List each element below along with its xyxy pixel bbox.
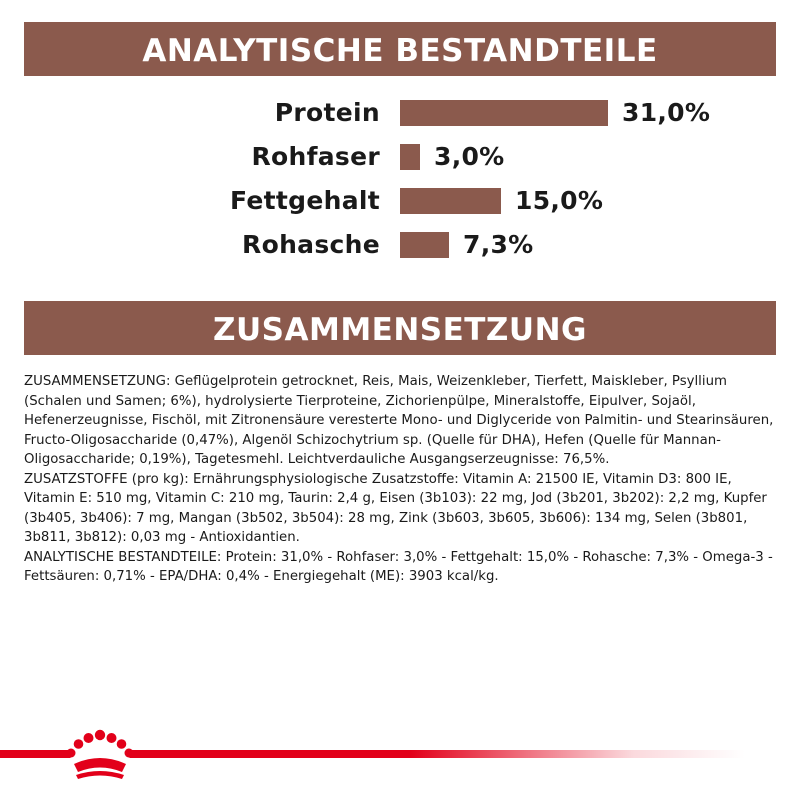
nutrient-bar-chart: [0, 93, 800, 283]
nutrient-bar: [400, 100, 608, 126]
nutrient-row: [0, 93, 800, 133]
composition-banner: ZUSAMMENSETZUNG: [24, 301, 776, 355]
additives-paragraph: ZUSATZSTOFFE (pro kg): Ernährungsphysiologische Zusatzstoffe: Vitamin A: 21500 IE, Vitamin D3: 800 IE, Vitamin E: 510 mg, Vitamin C: 210 mg, Taurin: 2,4 g, Eisen (3b103): 22 mg, Jod (3b201, 3b202): 2,2 mg, Kupfer (3b405, 3b406): 7 mg, Mangan (3b502, 3b504): 28 mg, Zink (3b603, 3b605, 3b606): 134 mg, Selen (3b801, 3b811, 3b812): 0,03 mg - Antioxidantien.: [24, 471, 767, 545]
nutrient-value-label: 3,0%: [434, 142, 505, 171]
royal-canin-crown-icon: [52, 722, 148, 782]
nutrient-label: Rohfaser: [251, 142, 380, 171]
nutrient-row: [0, 225, 800, 265]
nutrient-row: [0, 181, 800, 221]
analytic-constituents-paragraph: ANALYTISCHE BESTANDTEILE: Protein: 31,0% - Rohfaser: 3,0% - Fettgehalt: 15,0% - Rohasche: 7,3% - Omega-3 -Fettsäuren: 0,71% - EPA/DHA: 0,4% - Energiegehalt (ME): 3903 kcal/kg.: [24, 549, 773, 584]
nutrient-label: Protein: [274, 98, 380, 127]
nutrient-bar: [400, 144, 420, 170]
nutrient-value-label: 15,0%: [515, 186, 604, 215]
nutrient-row: [0, 137, 800, 177]
nutrient-bar: [400, 232, 449, 258]
composition-text-block: [24, 372, 776, 587]
nutrient-bar: [400, 188, 501, 214]
analytic-constituents-banner: ANALYTISCHE BESTANDTEILE: [24, 22, 776, 76]
nutrient-value-label: 7,3%: [463, 230, 534, 259]
nutrient-label: Rohasche: [242, 230, 380, 259]
nutrient-label: Fettgehalt: [230, 186, 380, 215]
nutrient-value-label: 31,0%: [622, 98, 711, 127]
composition-paragraph: ZUSAMMENSETZUNG: Geflügelprotein getrocknet, Reis, Mais, Weizenkleber, Tierfett, Maiskleber, Psyllium (Schalen und Samen; 6%), hydrolysierte Tierproteine, Zichorienpülpe, Mineralstoffe, Eipulver, Sojaöl, Hefenerzeugnisse, Fischöl, mit Zitronensäure veresterte Mono- und Diglyceride von Palmitin- und Stearinsäuren, Fructo-Oligosaccharide (0,47%), Algenöl Schizochytrium sp. (Quelle für DHA), Hefen (Quelle für Mannan-Oligosaccharide; 0,19%), Tagetesmehl. Leichtverdauliche Ausgangserzeugnisse: 76,5%.: [24, 374, 774, 467]
